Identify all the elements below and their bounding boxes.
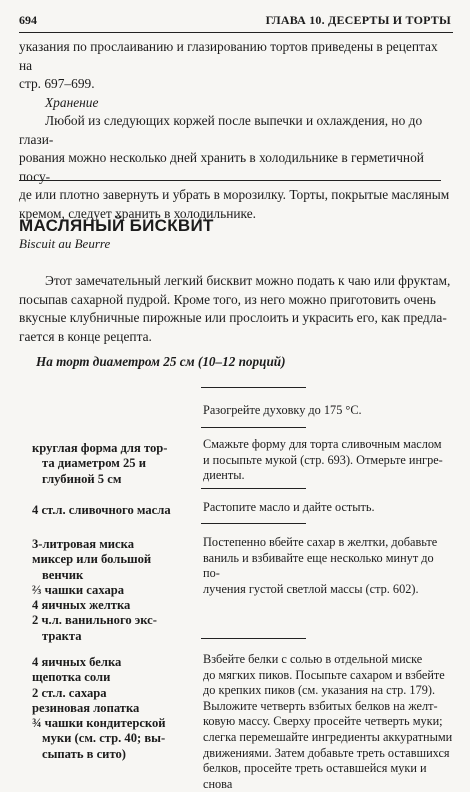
ingredient-line: ¾ чашки кондитерской bbox=[32, 716, 166, 731]
step-divider bbox=[201, 488, 306, 489]
intro-text bbox=[19, 38, 453, 223]
ingredient-line: 2 ч.л. ванильного экс- bbox=[32, 613, 157, 628]
step-line: белков, просейте треть оставшейся муки и снова bbox=[203, 761, 427, 791]
ingredient-line: сыпать в сито) bbox=[42, 746, 126, 761]
step-line: Растопите масло и дайте остыть. bbox=[203, 500, 375, 514]
ingredient-line: венчик bbox=[42, 567, 84, 582]
ingredient-line: круглая форма для тор- bbox=[32, 441, 168, 455]
ingredient-line: резиновая лопатка bbox=[32, 700, 140, 715]
section-divider bbox=[19, 180, 441, 181]
ingredient-line: ⅔ чашки сахара bbox=[32, 582, 125, 597]
ingredient-line: глубиной 5 см bbox=[42, 471, 122, 486]
step-line: до крепких пиков (см. указания на стр. 179). bbox=[203, 683, 436, 698]
recipe-yield: На торт диаметром 25 см (10–12 порций) bbox=[36, 354, 286, 369]
ingredient-line: 4 яичных желтка bbox=[32, 598, 131, 613]
ingredient-list bbox=[32, 503, 197, 518]
step-line: и посыпьте мукой (стр. 693). Отмерьте ингре- bbox=[203, 452, 443, 467]
ingredient-line: 3-литровая миска bbox=[32, 537, 134, 551]
step-divider bbox=[201, 427, 306, 428]
step-line: слегка перемешайте ингредиенты аккуратными bbox=[203, 729, 453, 744]
step-text bbox=[203, 500, 453, 516]
step-line: Постепенно вбейте сахар в желтки, добавьте bbox=[203, 535, 438, 549]
step-line: движениями. Затем добавьте треть оставшихся bbox=[203, 745, 450, 760]
recipe-subtitle: Biscuit au Beurre bbox=[19, 236, 111, 251]
ingredient-list bbox=[32, 441, 197, 487]
ingredient-line: 4 яичных белка bbox=[32, 655, 122, 669]
step-line: Взбейте белки с солью в отдельной миске bbox=[203, 652, 423, 666]
step-line: лучения густой светлой массы (стр. 602). bbox=[203, 581, 419, 596]
intro-line: стр. 697–699. bbox=[19, 76, 95, 91]
storage-heading: Хранение bbox=[45, 94, 99, 110]
description-line: Этот замечательный легкий бисквит можно подать к чаю или фруктам, bbox=[45, 273, 451, 288]
description-line: посыпав сахарной пудрой. Кроме того, из него можно приготовить очень bbox=[19, 291, 436, 307]
header-divider bbox=[19, 32, 453, 33]
storage-line: де или плотно завернуть и убрать в морозилку. Торты, покрытые масляным bbox=[19, 187, 450, 202]
step-line: Разогрейте духовку до 175 °С. bbox=[203, 403, 362, 417]
recipe-description bbox=[19, 272, 453, 346]
ingredient-list bbox=[32, 655, 197, 762]
recipe-title: МАСЛЯНЫЙ БИСКВИТ bbox=[19, 216, 214, 235]
step-divider bbox=[201, 387, 306, 388]
step-divider bbox=[201, 638, 306, 639]
step-line: Смажьте форму для торта сливочным маслом bbox=[203, 437, 442, 451]
step-text bbox=[203, 403, 453, 419]
step-text bbox=[203, 652, 453, 792]
storage-line: кремом, следует хранить в холодильнике. bbox=[19, 205, 256, 221]
description-line: гается в конце рецепта. bbox=[19, 328, 152, 344]
ingredient-line: муки (см. стр. 40; вы- bbox=[42, 731, 166, 746]
storage-line: Любой из следующих коржей после выпечки и охлаждения, но до глази- bbox=[19, 113, 423, 147]
page-number: 694 bbox=[19, 13, 37, 27]
step-line: до мягких пиков. Посыпьте сахаром и взбейте bbox=[203, 667, 445, 682]
ingredient-line: миксер или большой bbox=[32, 552, 152, 567]
ingredient-list bbox=[32, 537, 197, 644]
chapter-title: ГЛАВА 10. ДЕСЕРТЫ И ТОРТЫ bbox=[265, 13, 451, 27]
ingredient-line: 4 ст.л. сливочного масла bbox=[32, 503, 171, 517]
step-line: ковую массу. Сверху просейте четверть муки; bbox=[203, 714, 443, 729]
step-line: диенты. bbox=[203, 468, 245, 483]
intro-line: указания по прослаиванию и глазированию тортов приведены в рецептах на bbox=[19, 39, 438, 73]
description-line: вкусные клубничные пирожные или прослоить и украсить его, как предла- bbox=[19, 310, 447, 325]
step-line: Выложите четверть взбитых белков на желт- bbox=[203, 698, 438, 713]
ingredient-line: щепотка соли bbox=[32, 670, 111, 685]
ingredient-line: та диаметром 25 и bbox=[42, 456, 147, 471]
ingredient-line: тракта bbox=[42, 628, 82, 643]
step-line: ваниль и взбивайте еще несколько минут до по- bbox=[203, 550, 434, 581]
step-text bbox=[203, 437, 453, 484]
step-divider bbox=[201, 523, 306, 524]
ingredient-line: 2 ст.л. сахара bbox=[32, 685, 107, 700]
storage-line: рования можно несколько дней хранить в холодильнике в герметичной посу- bbox=[19, 150, 424, 184]
step-text bbox=[203, 535, 453, 597]
